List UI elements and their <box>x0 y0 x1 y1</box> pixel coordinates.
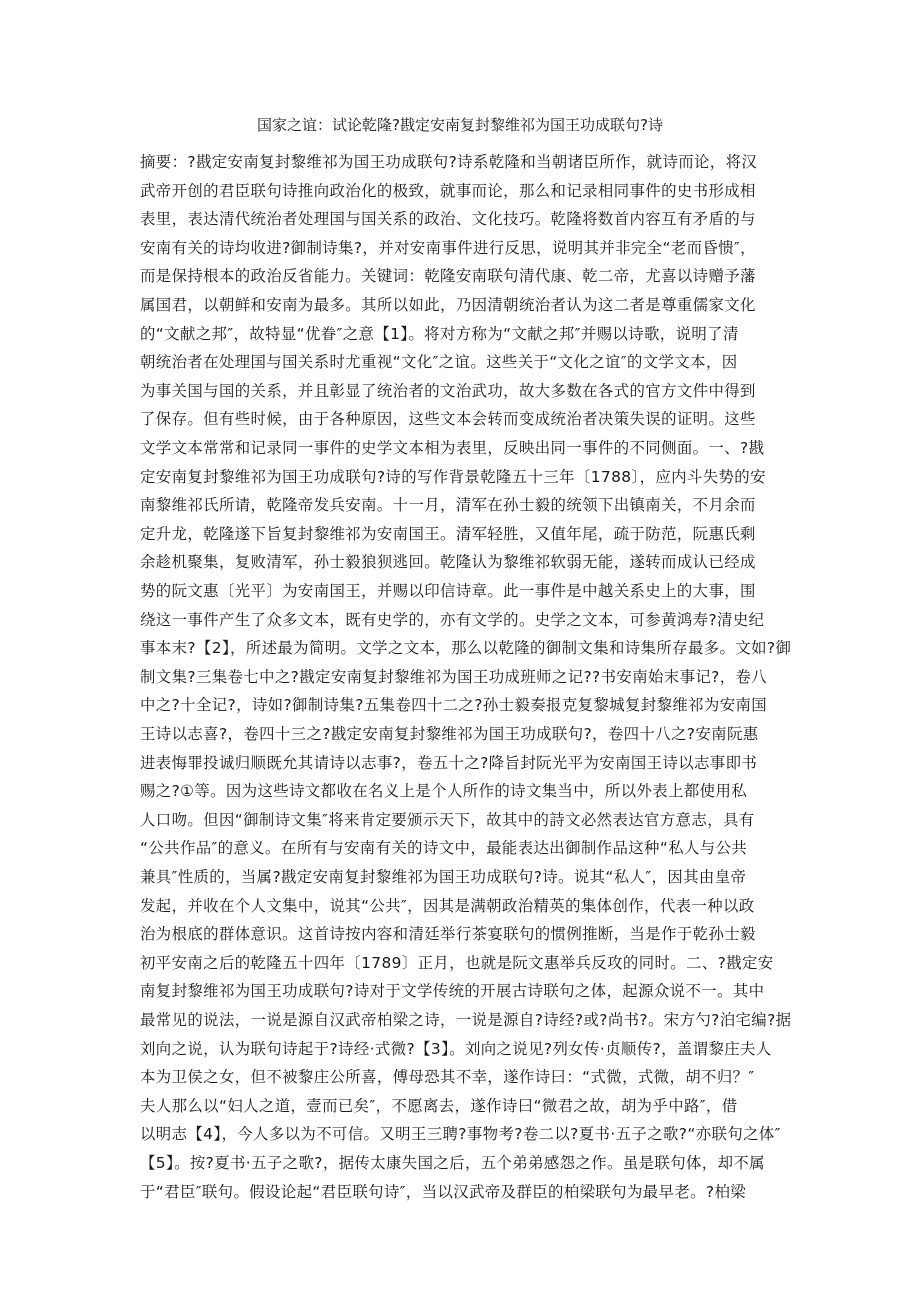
paragraph-line: 文学文本常常和记录同一事件的史学文本相为表里，反映出同一事件的不同侧面。一、?戡 <box>140 439 765 457</box>
paragraph-line: 人口吻。但因“御制诗文集″将来肯定要颁示天下，故其中的詩文必然表达官方意志，具有 <box>140 810 755 829</box>
paragraph-line: 定安南复封黎维祁为国王功成联句?诗的写作背景乾隆五十三年〔1788〕，应内斗失势的安 <box>140 467 766 486</box>
paragraph-line: 而是保持根本的政治反省能力。关键词：乾隆安南联句清代康、乾二帝，尤喜以诗赠予藩 <box>140 267 756 286</box>
paragraph-line: 定升龙，乾隆遂下旨复封黎维祁为安南国王。清军轻胜，又值年尾，疏于防范，阮惠氏剩 <box>140 524 756 543</box>
paragraph-line: 属国君，以朝鲜和安南为最多。其所以如此，乃因清朝统治者认为这二者是尊重儒家文化 <box>140 296 756 314</box>
paragraph-line: 南黎维祁氏所请，乾隆帝发兵安南。十一月，清军在孙士毅的统领下出镇南关，不月余而 <box>140 496 756 515</box>
paragraph-line: 表里，表达清代统治者处理国与国关系的政治、文化技巧。乾隆将数首内容互有矛盾的与 <box>140 210 756 229</box>
paragraph-line: 以明志【4】，今人多以为不可信。又明王三聘?事物考?卷二以?夏书·五子之歌?“亦联句之体″ <box>140 1125 781 1144</box>
paragraph-line: 为事关国与国的关系，并且彰显了统治者的文治武功，故大多数在各式的官方文件中得到 <box>140 381 756 400</box>
paragraph-line: 制文集?三集卷七中之?戡定安南复封黎维祁为国王功成班师之记??书安南始末事记?，卷八 <box>140 667 768 686</box>
paragraph-line: 朝统治者在处理国与国关系时尤重视“文化″之谊。这些关于“文化之谊″的文学文本，因 <box>140 353 738 372</box>
paragraph-line: 本为卫侯之女，但不被黎庄公所喜，傅母恐其不幸，遂作诗曰：“式微，式微，胡不归？″ <box>140 1068 755 1087</box>
paragraph-line: 的“文献之邦″，故特显“优眷″之意【1】。将对方称为“文献之邦″并赐以诗歌，说明了清 <box>140 324 739 343</box>
paragraph-line: 最常见的说法，一说是源自汉武帝柏梁之诗，一说是源自?诗经?或?尚书?。宋方勺?泊宅编?据 <box>140 1011 792 1029</box>
paragraph-line: 刘向之说，认为联句诗起于?诗经·式微?【3】。刘向之说见?列女传·贞顺传?，盖谓黎庄夫人 <box>140 1039 772 1058</box>
paragraph-line: 事本末?【2】，所述最为简明。文学之文本，那么以乾隆的御制文集和诗集所存最多。文如?御 <box>140 639 792 658</box>
paragraph-line: 王诗以志喜?，卷四十三之?戡定安南复封黎维祁为国王功成联句?，卷四十八之?安南阮惠 <box>140 725 759 743</box>
paragraph-line: 绕这一事件产生了众多文本，既有史学的，亦有文学的。史学之文本，可参黄鸿寿?清史纪 <box>140 610 765 629</box>
paragraph-line: 夫人那么以“妇人之道，壹而已矣″，不愿离去，遂作诗曰“微君之故，胡为乎中路″，借 <box>140 1096 738 1115</box>
paragraph-line: 赐之?①等。因为这些诗文都收在名义上是个人所作的诗文集当中，所以外表上都使用私 <box>140 782 748 801</box>
paragraph-line: 进表悔罪投诚归顺既允其请诗以志事?，卷五十之?降旨封阮光平为安南国王诗以志事即书 <box>140 753 758 772</box>
paragraph-line: 南复封黎维祁为国王功成联句?诗对于文学传统的开展古诗联句之体，起源众说不一。其中 <box>140 982 765 1001</box>
paragraph-line: 中之?十全记?，诗如?御制诗集?五集卷四十二之?孙士毅奏报克复黎城复封黎维祁为安南国 <box>140 696 768 715</box>
paragraph-line: 发起，并收在个人文集中，说其“公共″，因其是满朝政治精英的集体创作，代表一种以政 <box>140 896 755 915</box>
paragraph-line: 余趁机聚集，复败清军，孙士毅狼狈逃回。乾隆认为黎维祁软弱无能，遂转而成认已经成 <box>140 553 756 572</box>
paragraph-line: 摘要：?戡定安南复封黎维祁为国王功成联句?诗系乾隆和当朝诸臣所作，就诗而论，将汉 <box>140 153 758 171</box>
paragraph-line: 于“君臣″联句。假设论起“君臣联句诗″，当以汉武帝及群臣的柏梁联句为最早老。?柏梁 <box>140 1182 747 1201</box>
paragraph-line: 了保存。但有些时候，由于各种原因，这些文本会转而变成统治者决策失误的证明。这些 <box>140 410 756 429</box>
paragraph-line: 【5】。按?夏书·五子之歌?，据传太康失国之后，五个弟弟感怨之作。虽是联句体，却不属 <box>140 1154 765 1172</box>
paragraph-line: 治为根底的群体意识。这首诗按内容和清廷举行茶宴联句的惯例推断，当是作于乾孙士毅 <box>140 925 756 944</box>
paragraph-line: “公共作品″的意义。在所有与安南有关的诗文中，最能表达出御制作品这种“私人与公共 <box>140 839 748 858</box>
paragraph-line: 武帝开创的君臣联句诗推向政治化的极致，就事而论，那么和记录相同事件的史书形成相 <box>140 181 756 200</box>
paragraph-line: 兼具″性质的，当属?戡定安南复封黎维祁为国王功成联句?诗。说其“私人″，因其由皇帝 <box>140 868 747 886</box>
paragraph-line: 势的阮文惠〔光平〕为安南国王，并赐以印信诗章。此一事件是中越关系史上的大事，围 <box>140 582 756 600</box>
paragraph-line: 安南有关的诗均收进?御制诗集?，并对安南事件进行反思，说明其并非完全“老而昏愦″， <box>140 238 756 257</box>
paragraph-line: 初平安南之后的乾隆五十四年〔1789〕正月，也就是阮文惠举兵反攻的同时。二、?戡定安 <box>140 953 774 972</box>
document-title: 国家之谊：试论乾隆?戡定安南复封黎维祁为国王功成联句?诗 <box>257 116 663 134</box>
